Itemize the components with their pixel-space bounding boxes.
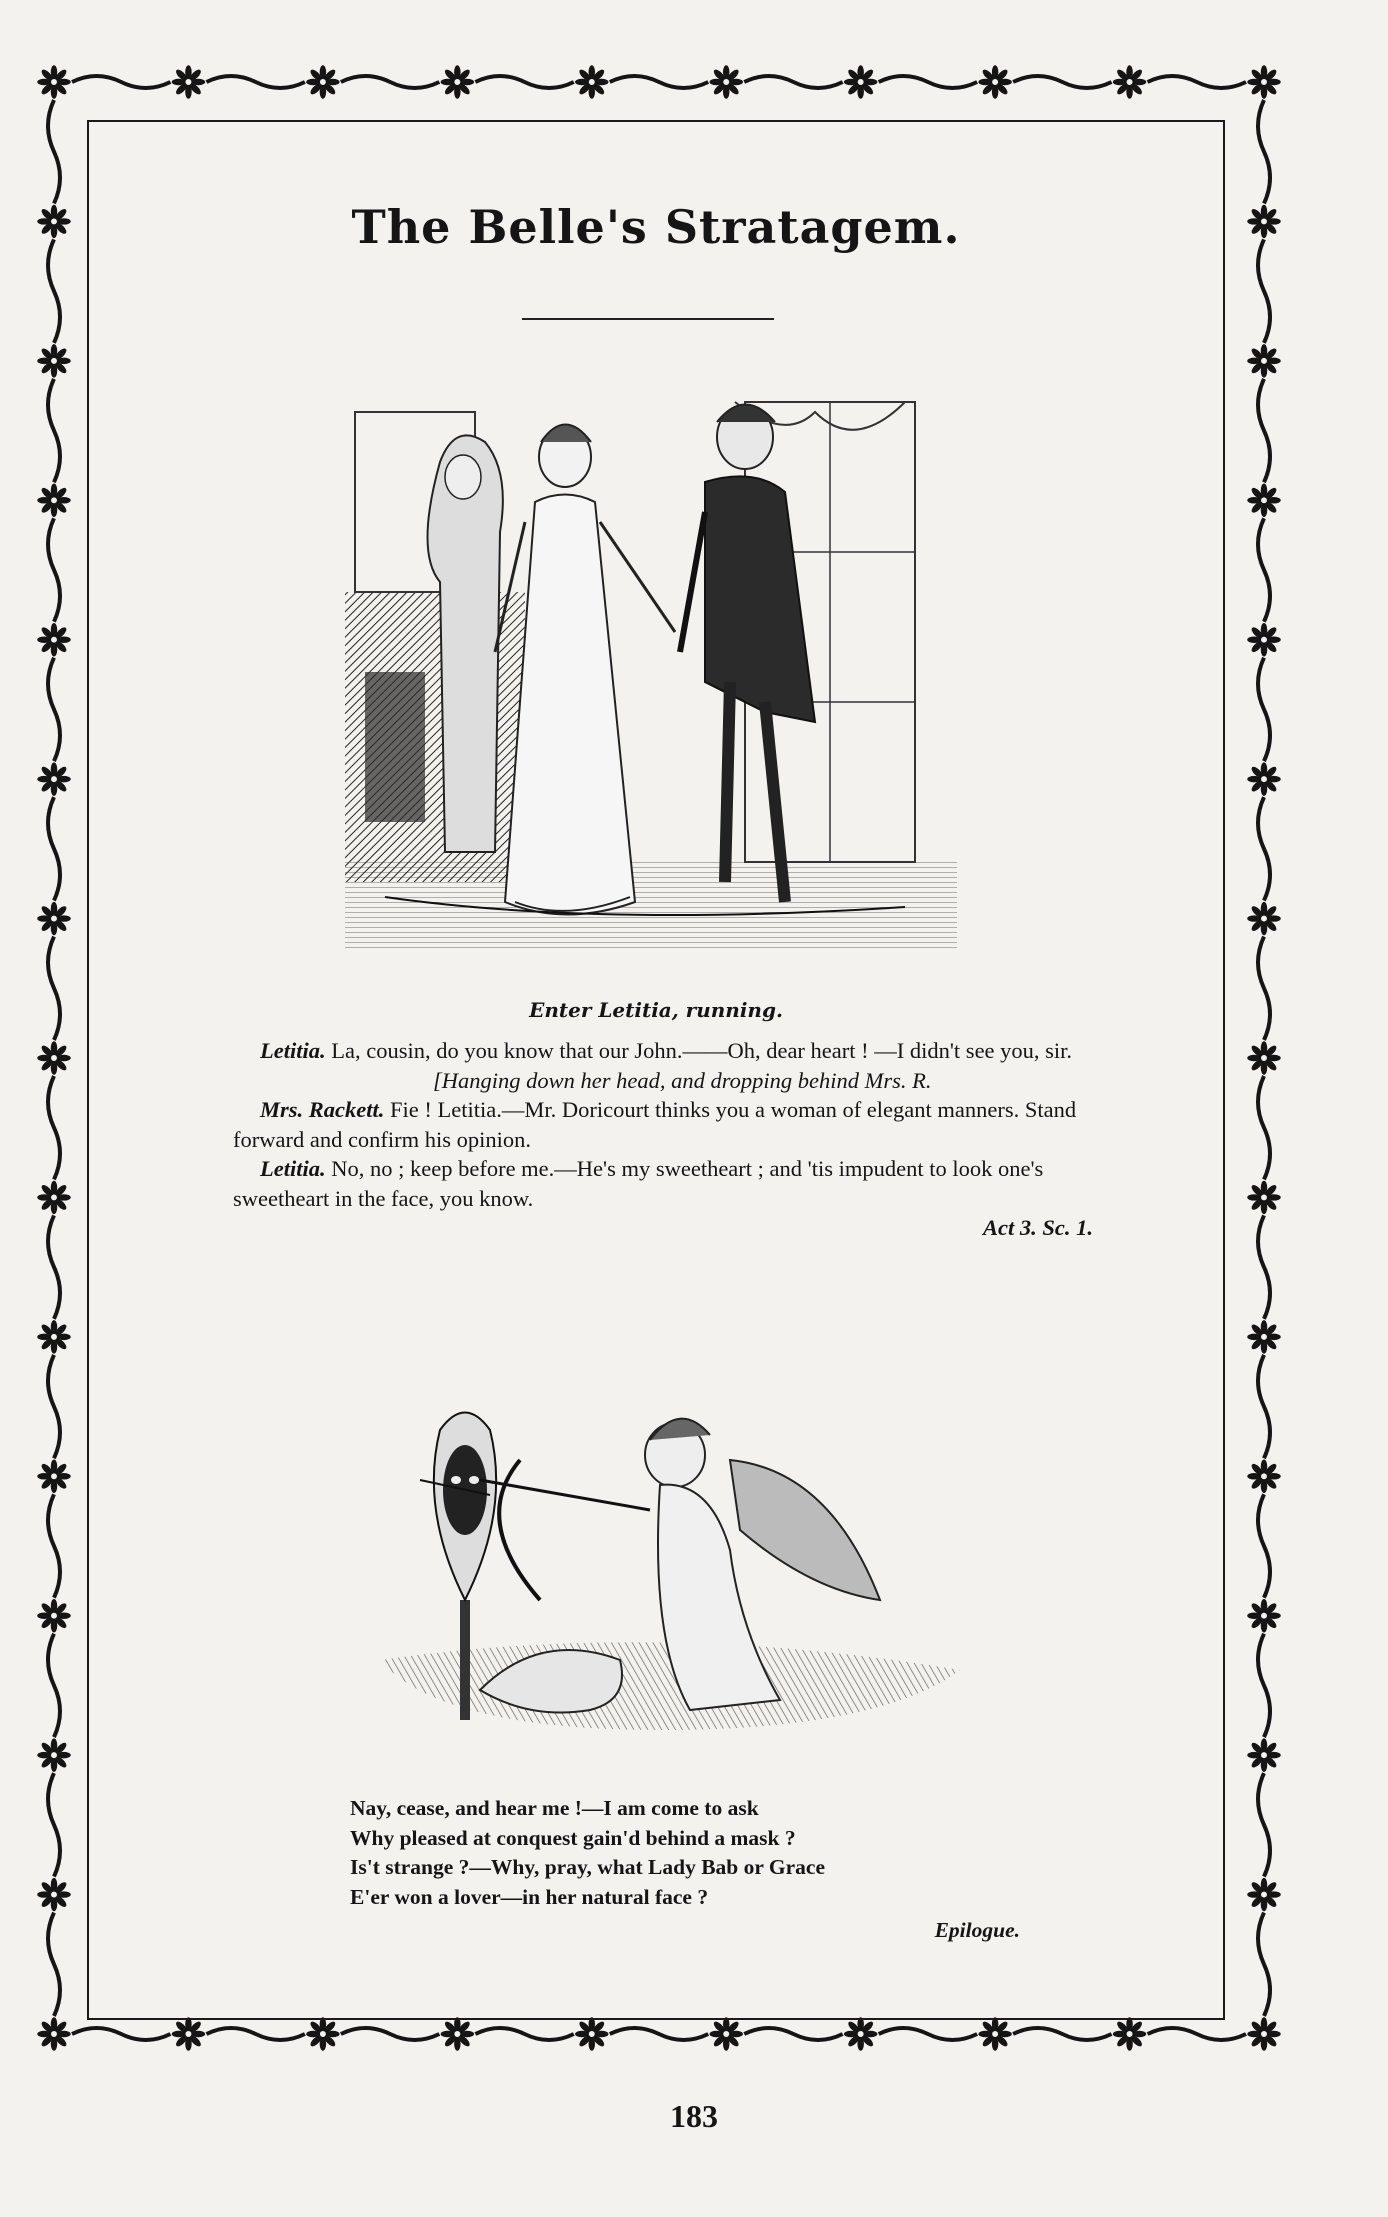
page-number: 183 xyxy=(670,2098,718,2134)
page-title: The Belle's Stratagem. xyxy=(351,200,961,254)
verse-line: Is't strange ?—Why, pray, what Lady Bab or Grace xyxy=(350,1855,826,1879)
dialogue-line xyxy=(233,1095,1093,1154)
stage-direction: [Hanging down her head, and dropping behind Mrs. R. xyxy=(433,1067,932,1093)
epilogue-verse xyxy=(350,1794,1020,1946)
verse-line: Why pleased at conquest gain'd behind a mask ? xyxy=(350,1825,796,1850)
speaker-name: Letitia. xyxy=(260,1156,326,1181)
dialogue-line xyxy=(233,1036,1093,1066)
speaker-name: Letitia. xyxy=(260,1038,326,1063)
dialogue-line xyxy=(233,1154,1093,1213)
engraving-cupid-mask-illustration xyxy=(360,1400,970,1770)
verse-source: Epilogue. xyxy=(934,1918,1020,1942)
act-scene-reference: Act 3. Sc. 1. xyxy=(983,1215,1093,1240)
speech-text: La, cousin, do you know that our John.——Oh, dear heart ! —I didn't see you, sir. xyxy=(325,1038,1073,1063)
illustration-caption: Enter Letitia, running. xyxy=(529,998,783,1022)
title-divider xyxy=(522,318,774,320)
dialogue-block xyxy=(233,1036,1093,1243)
speech-text: Fie ! Letitia.—Mr. Doricourt thinks you a woman of elegant manners. Stand forward and confirm his opinion. xyxy=(233,1097,1077,1152)
verse-line: E'er won a lover—in her natural face ? xyxy=(350,1884,709,1909)
speech-text: No, no ; keep before me.—He's my sweetheart ; and 'tis impudent to look one's sweetheart in the face, you know. xyxy=(233,1156,1044,1211)
engraving-letitia-illustration xyxy=(345,382,957,962)
speaker-name: Mrs. Rackett. xyxy=(260,1097,385,1122)
verse-line: Nay, cease, and hear me !—I am come to ask xyxy=(350,1796,759,1820)
